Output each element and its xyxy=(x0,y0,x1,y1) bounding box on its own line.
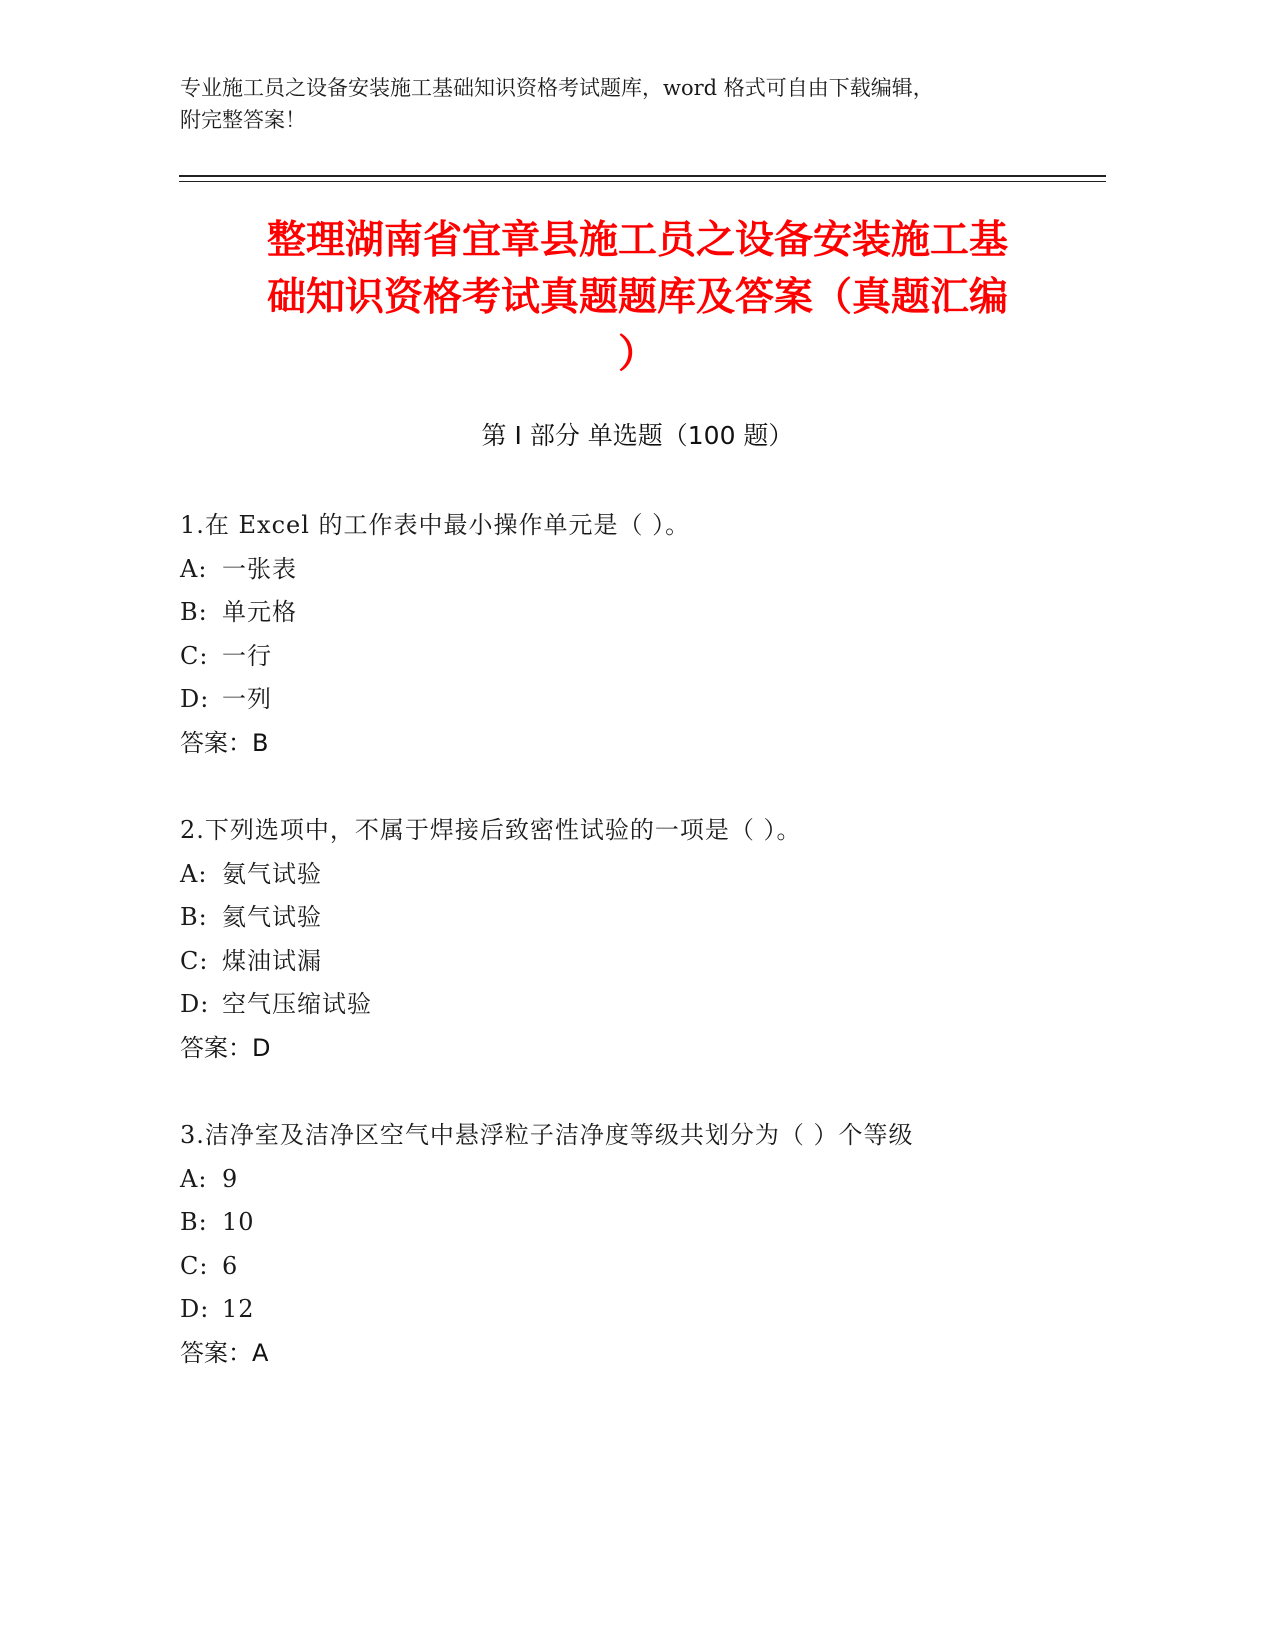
answer-line: 答案：A xyxy=(180,1338,269,1367)
option-text: 空气压缩试验 xyxy=(222,990,372,1019)
document-title-line-2: 础知识资格考试真题题库及答案（真题汇编 xyxy=(266,275,1008,320)
option-letter: C: xyxy=(180,641,209,670)
option-text: 12 xyxy=(222,1295,255,1324)
option-text: 10 xyxy=(222,1208,255,1237)
header-divider-thick xyxy=(179,175,1106,177)
document-title-line-1: 整理湖南省宜章县施工员之设备安装施工基 xyxy=(266,218,1008,263)
option-b xyxy=(180,896,1095,940)
option-letter: A: xyxy=(180,859,208,888)
option-text: 煤油试漏 xyxy=(222,946,322,975)
question-stem: 1.在 Excel 的工作表中最小操作单元是（ ）。 xyxy=(180,511,691,539)
option-letter: D: xyxy=(180,990,210,1019)
option-text: 氨气试验 xyxy=(222,859,322,888)
document-title xyxy=(180,212,1095,383)
option-d xyxy=(180,983,1095,1027)
document-title-line-3: ） xyxy=(617,332,657,377)
option-text: 9 xyxy=(222,1164,239,1193)
question-2 xyxy=(180,809,1095,1071)
header-note xyxy=(180,72,1080,136)
option-letter: A: xyxy=(180,554,208,583)
option-a xyxy=(180,548,1095,592)
option-letter: C: xyxy=(180,946,209,975)
option-c xyxy=(180,635,1095,679)
option-c xyxy=(180,1245,1095,1289)
option-b xyxy=(180,591,1095,635)
option-letter: D: xyxy=(180,685,210,714)
option-text: 一列 xyxy=(222,685,272,714)
option-text: 一行 xyxy=(222,641,272,670)
option-letter: B: xyxy=(180,903,208,932)
header-note-line-2: 附完整答案！ xyxy=(180,108,306,132)
question-3 xyxy=(180,1114,1095,1376)
option-c xyxy=(180,940,1095,984)
option-a xyxy=(180,853,1095,897)
question-stem: 2.下列选项中，不属于焊接后致密性试验的一项是（ ）。 xyxy=(180,816,802,844)
answer-line: 答案：B xyxy=(180,728,269,757)
answer-line: 答案：D xyxy=(180,1033,271,1062)
option-text: 氦气试验 xyxy=(222,903,322,932)
option-letter: D: xyxy=(180,1295,210,1324)
option-letter: B: xyxy=(180,598,208,627)
header-divider-thin xyxy=(179,181,1106,182)
option-a xyxy=(180,1158,1095,1202)
option-text: 单元格 xyxy=(222,598,297,627)
option-b xyxy=(180,1201,1095,1245)
section-heading: 第 I 部分 单选题（100 题） xyxy=(481,421,794,450)
option-text: 6 xyxy=(222,1251,239,1280)
header-note-line-1: 专业施工员之设备安装施工基础知识资格考试题库，word 格式可自由下载编辑， xyxy=(180,76,934,100)
option-text: 一张表 xyxy=(222,554,297,583)
question-stem: 3.洁净室及洁净区空气中悬浮粒子洁净度等级共划分为（ ）个等级 xyxy=(180,1121,914,1149)
option-d xyxy=(180,678,1095,722)
question-1 xyxy=(180,504,1095,766)
option-letter: C: xyxy=(180,1251,209,1280)
option-d xyxy=(180,1288,1095,1332)
option-letter: A: xyxy=(180,1164,208,1193)
option-letter: B: xyxy=(180,1208,208,1237)
